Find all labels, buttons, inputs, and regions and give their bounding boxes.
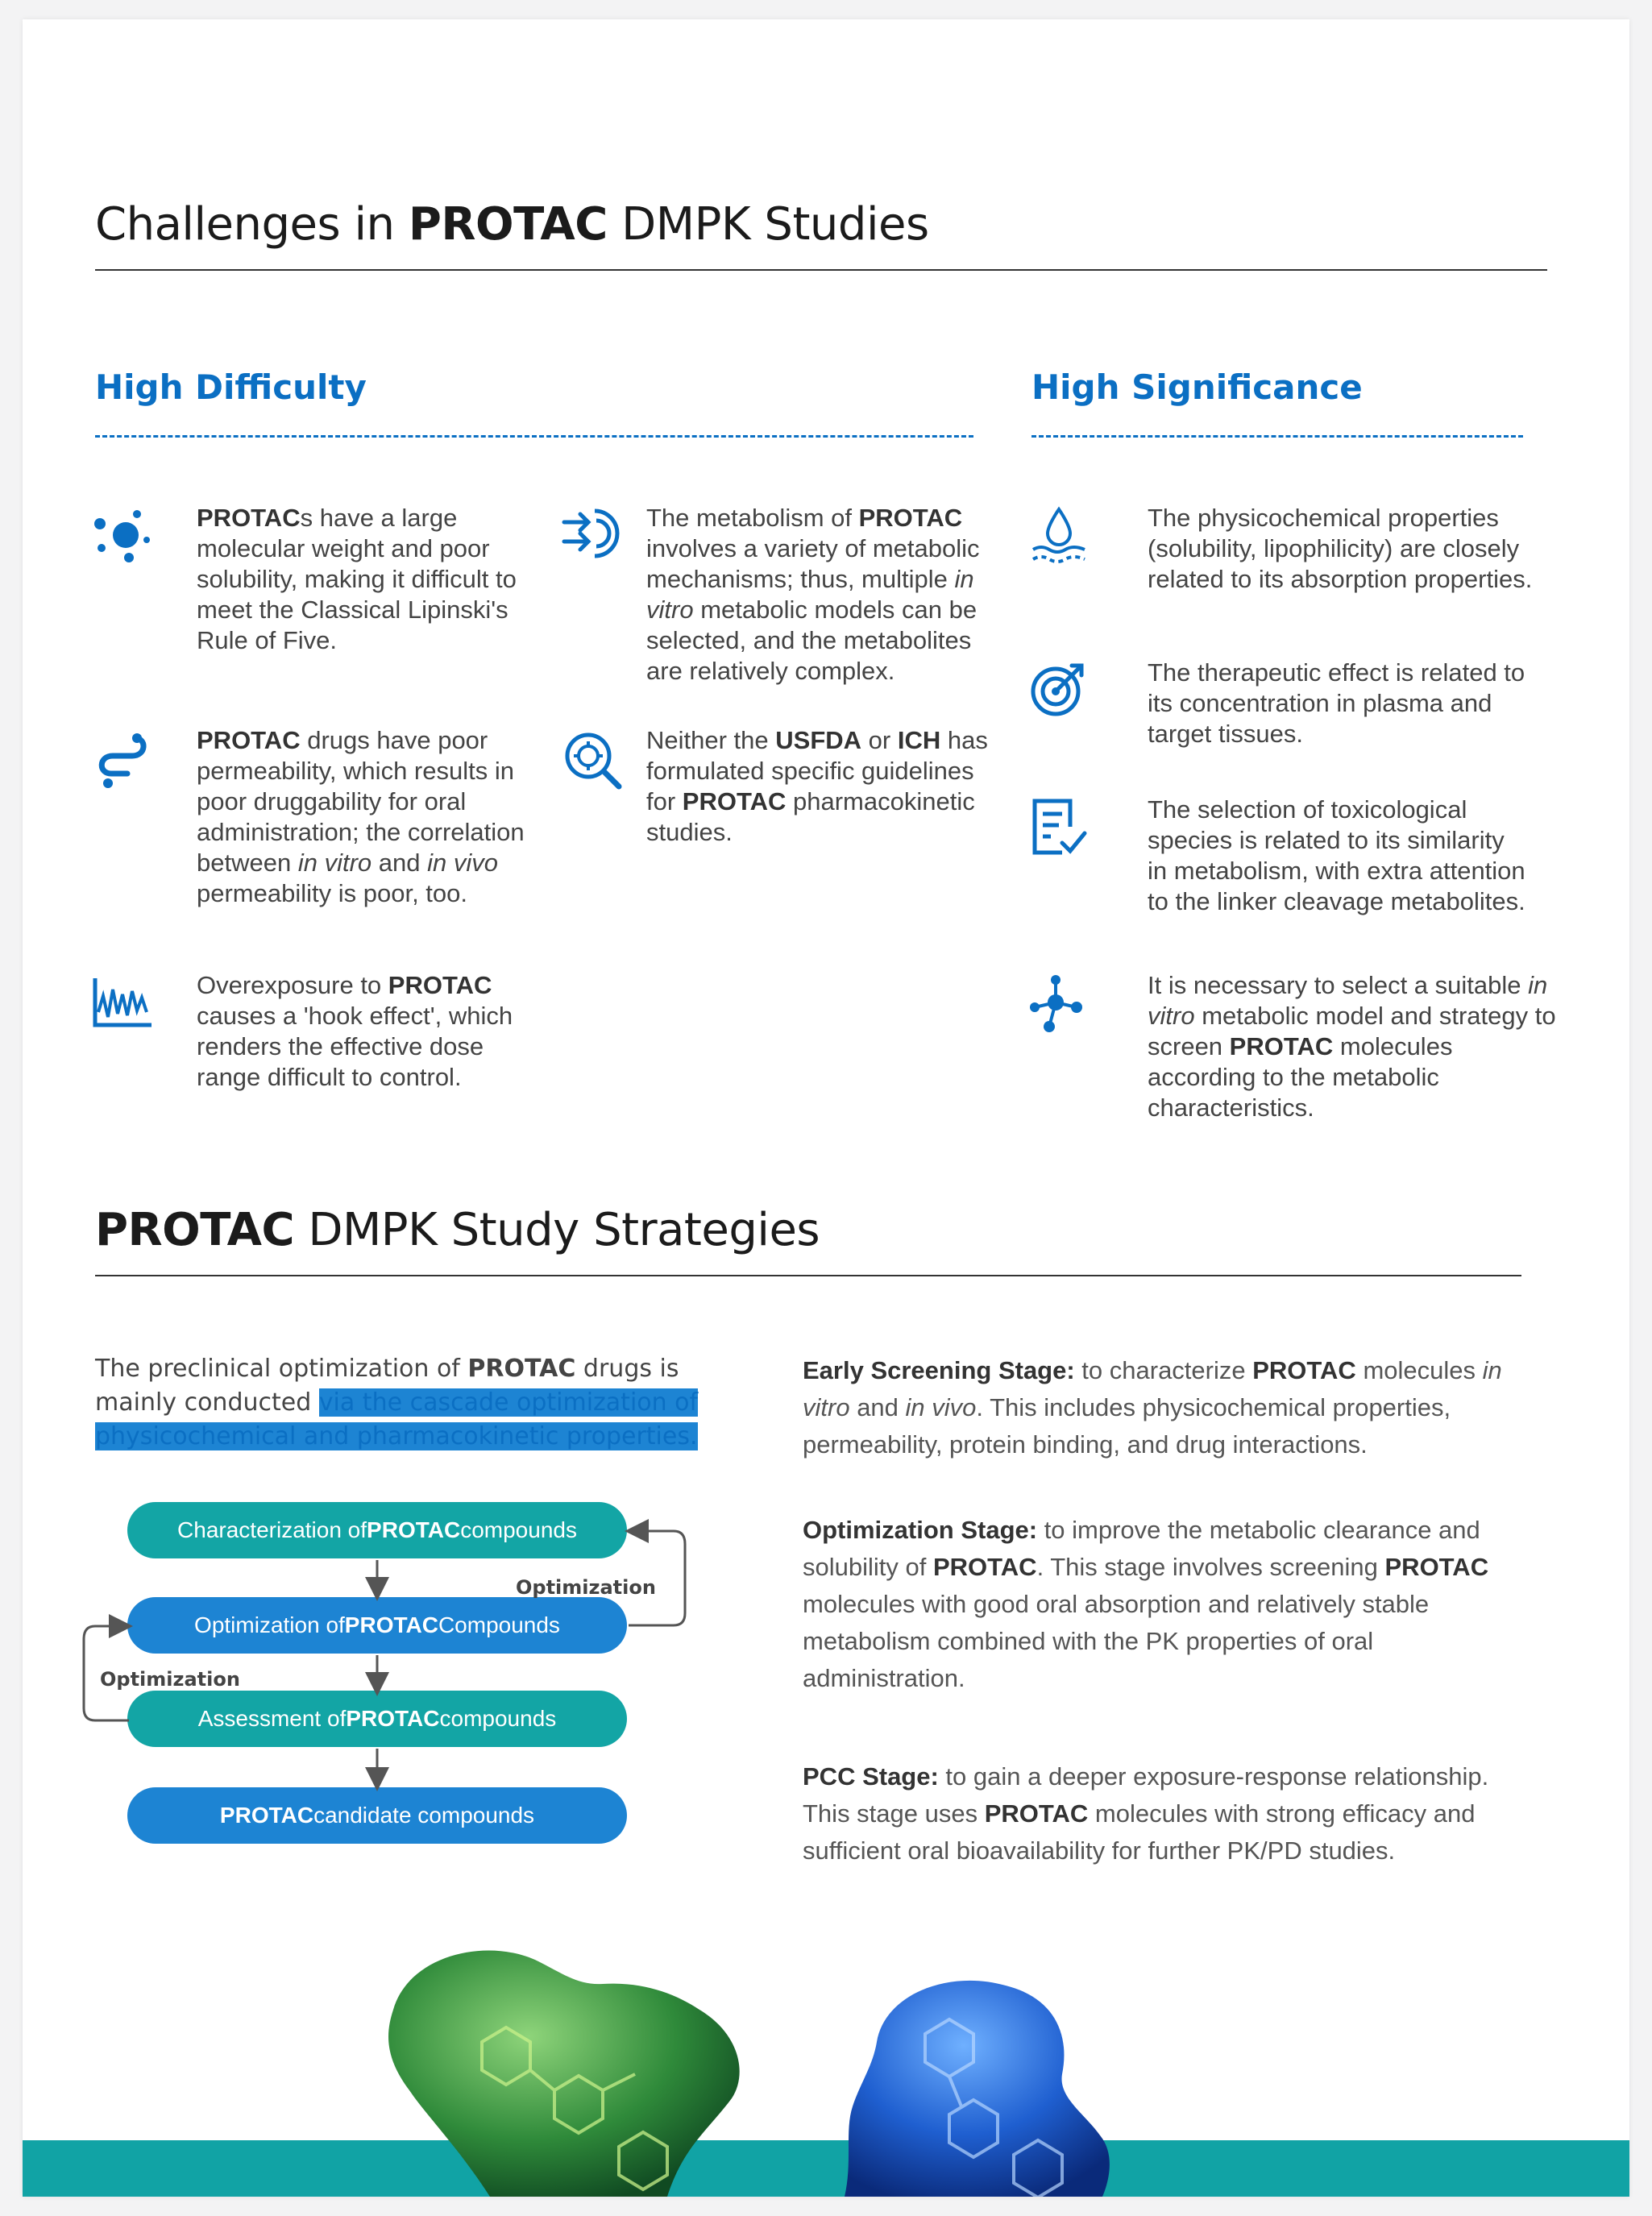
molecule-dots-icon — [90, 503, 155, 567]
section-title-challenges — [95, 198, 929, 251]
title-divider — [95, 269, 1547, 271]
bottom-band — [23, 2140, 1629, 2197]
difficulty-item-5: Neither the USFDA or ICH has formulated specific guidelines for PROTAC pharmacokinetic studies. — [646, 726, 988, 846]
green-molecule-image — [361, 1937, 812, 2197]
stage-early-screening: Early Screening Stage: to characterize PROTAC molecules in vitro and in vivo. This includes physicochemical properties, permeability, protein binding, and drug interactions. — [803, 1356, 1502, 1459]
loop-label-left: Optimization — [100, 1668, 240, 1691]
significance-item-4: It is necessary to select a suitable in vitro metabolic model and strategy to screen PROTAC molecules according to the metabolic characteristics. — [1148, 971, 1556, 1122]
title-text: DMPK Studies — [607, 198, 929, 251]
permeability-chain-icon — [90, 728, 155, 793]
page — [23, 19, 1629, 2197]
heading-high-difficulty: High Difficulty — [95, 367, 367, 407]
flow-step-candidate: PROTAC candidate compounds — [127, 1787, 627, 1844]
loop-label-right: Optimization — [516, 1576, 656, 1599]
flow-step-characterization: Characterization of PROTAC compounds — [127, 1502, 627, 1558]
water-drop-icon — [1027, 503, 1091, 567]
magnifier-search-icon — [561, 728, 625, 793]
title-bold: PROTAC — [408, 198, 608, 251]
dashed-divider — [95, 435, 973, 438]
stage-pcc: PCC Stage: to gain a deeper exposure-response relationship. This stage uses PROTAC molecules with strong efficacy and sufficient oral bioavailability for further PK/PD studies. — [803, 1762, 1489, 1865]
significance-item-1: The physicochemical properties (solubility, lipophilicity) are closely related to its absorption properties. — [1148, 504, 1533, 593]
arrows-target-icon — [561, 503, 625, 567]
heading-high-significance: High Significance — [1031, 367, 1363, 407]
checklist-document-icon — [1027, 795, 1091, 859]
waveform-chart-icon — [90, 972, 155, 1036]
flow-step-optimization: Optimization of PROTAC Compounds — [127, 1597, 627, 1654]
difficulty-item-1: PROTACs have a large molecular weight and poor solubility, making it difficult to meet the Classical Lipinski's Rule of Five. — [197, 504, 517, 654]
flow-step-assessment: Assessment of PROTAC compounds — [127, 1691, 627, 1747]
stage-optimization: Optimization Stage: to improve the metabolic clearance and solubility of PROTAC. This stage involves screening PROTAC molecules with good oral absorption and relatively stable metabolism combined with the PK properties of oral administration. — [803, 1516, 1489, 1692]
difficulty-item-3: Overexposure to PROTAC causes a 'hook effect', which renders the effective dose range difficult to control. — [197, 971, 513, 1091]
dashed-divider — [1031, 435, 1523, 438]
difficulty-item-2: PROTAC drugs have poor permeability, which results in poor druggability for oral administration; the correlation between in vitro and in vivo permeability is poor, too. — [197, 726, 525, 907]
title-text: Challenges in — [95, 198, 409, 251]
significance-item-2: The therapeutic effect is related to its concentration in plasma and target tissues. — [1148, 658, 1525, 748]
section-title-strategies: PROTAC DMPK Study Strategies — [95, 1204, 820, 1256]
difficulty-item-4: The metabolism of PROTAC involves a variety of metabolic mechanisms; thus, multiple in vitro metabolic models can be selected, and the metabolites are relatively complex. — [646, 504, 980, 685]
network-nodes-icon — [1027, 972, 1091, 1036]
target-arrow-icon — [1027, 656, 1091, 720]
significance-item-3: The selection of toxicological species is related to its similarity in metabolism, with extra attention to the linker cleavage metabolites. — [1148, 795, 1525, 915]
intro-paragraph: The preclinical optimization of PROTAC drugs is mainly conducted via the cascade optimization of physicochemical and pharmacokinetic properties. — [95, 1355, 699, 1450]
blue-molecule-image — [828, 1969, 1135, 2197]
title-divider — [95, 1275, 1521, 1276]
